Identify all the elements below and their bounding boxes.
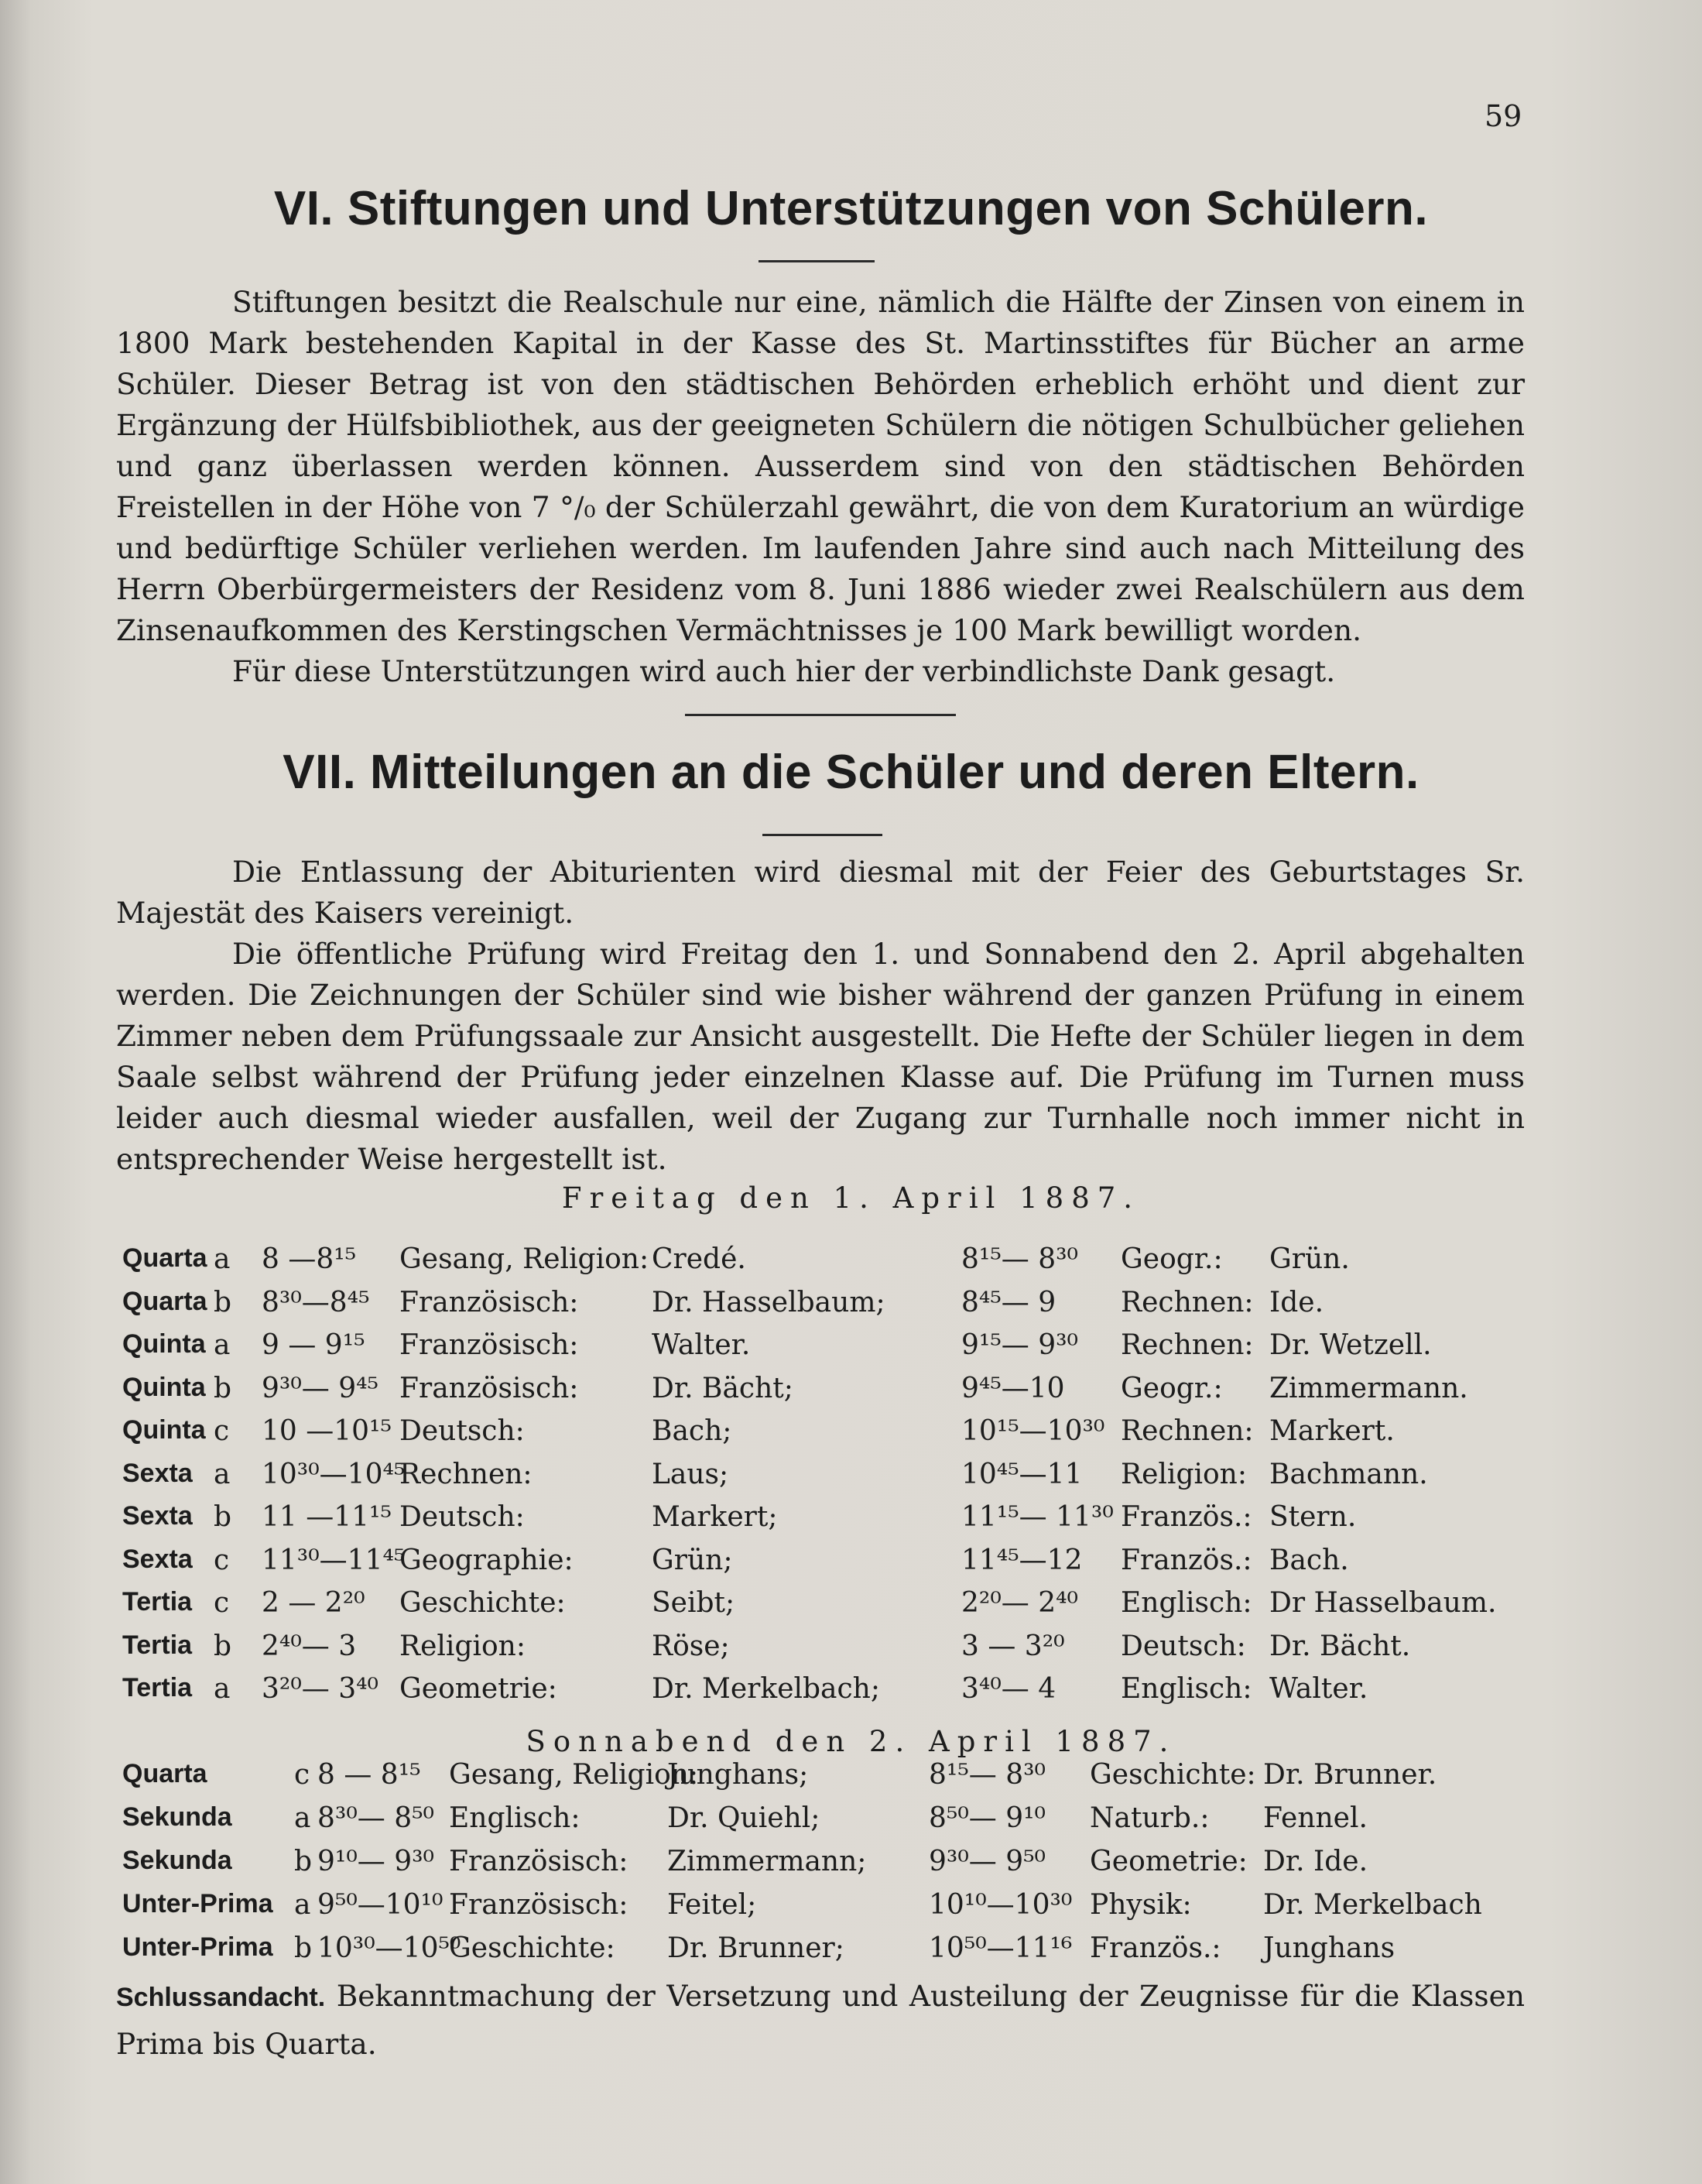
class-section: a bbox=[294, 1802, 311, 1834]
subject: Geschichte: bbox=[449, 1932, 615, 1964]
class-section: c bbox=[214, 1415, 230, 1447]
teacher: Dr. Quiehl; bbox=[667, 1802, 820, 1834]
class-section: c bbox=[294, 1759, 310, 1791]
schedule-row bbox=[0, 1759, 1702, 1801]
class-name: Sexta bbox=[122, 1544, 193, 1574]
time-slot-2: 8⁴⁵— 9 bbox=[961, 1286, 1056, 1318]
subject-2: Geschichte: bbox=[1090, 1759, 1256, 1791]
teacher-2: Dr. Bächt. bbox=[1269, 1630, 1411, 1662]
teacher-2: Dr. Merkelbach bbox=[1263, 1889, 1482, 1921]
teacher-2: Zimmermann. bbox=[1269, 1372, 1468, 1404]
section-6-title: VI. Stiftungen und Unterstützungen von Schülern. bbox=[273, 182, 1429, 235]
time-slot: 2 — 2²⁰ bbox=[262, 1587, 365, 1619]
time-slot-2: 8¹⁵— 8³⁰ bbox=[961, 1243, 1078, 1275]
subject-2: Physik: bbox=[1090, 1889, 1192, 1921]
time-slot: 8 — 8¹⁵ bbox=[317, 1759, 421, 1791]
class-section: a bbox=[214, 1458, 231, 1490]
schedule-row bbox=[0, 1673, 1702, 1715]
time-slot-2: 10⁵⁰—11¹⁶ bbox=[929, 1932, 1073, 1964]
class-section: b bbox=[214, 1286, 232, 1318]
teacher-2: Dr. Wetzell. bbox=[1269, 1329, 1432, 1361]
time-slot: 9⁵⁰—10¹⁰ bbox=[317, 1889, 443, 1921]
class-name: Quarta bbox=[122, 1759, 207, 1788]
class-section: a bbox=[294, 1889, 311, 1921]
time-slot-2: 3⁴⁰— 4 bbox=[961, 1673, 1056, 1705]
subject: Deutsch: bbox=[399, 1415, 525, 1447]
closing-text: Bekanntmachung der Versetzung und Austeilung der Zeugnisse für die Klassen Prima bis Quarta. bbox=[116, 1979, 1525, 2061]
subject: Französisch: bbox=[399, 1286, 579, 1318]
saturday-heading: Sonnabend den 2. April 1887. bbox=[526, 1725, 1176, 1758]
teacher: Feitel; bbox=[667, 1889, 757, 1921]
class-section: b bbox=[214, 1372, 232, 1404]
subject-2: Englisch: bbox=[1121, 1587, 1252, 1619]
short-rule bbox=[762, 834, 882, 836]
subject: Geschichte: bbox=[399, 1587, 566, 1619]
teacher: Seibt; bbox=[652, 1587, 735, 1619]
time-slot: 11 —11¹⁵ bbox=[262, 1501, 392, 1533]
subject-2: Französ.: bbox=[1121, 1501, 1252, 1533]
time-slot-2: 9⁴⁵—10 bbox=[961, 1372, 1065, 1404]
subject-2: Rechnen: bbox=[1121, 1415, 1254, 1447]
time-slot: 10 —10¹⁵ bbox=[262, 1415, 392, 1447]
section-7-body bbox=[116, 852, 1525, 1180]
schedule-row bbox=[0, 1587, 1702, 1629]
subject: Englisch: bbox=[449, 1802, 580, 1834]
section-7-paragraph: Die öffentliche Prüfung wird Freitag den 1. und Sonnabend den 2. April abgehalten werden. Die Zeichnungen der Schüler sind wie bisher während der ganzen Prüfung in einem Zimmer neben dem Prüfungssaale zur Ansicht ausgestellt. Die Hefte der Schüler liegen in dem Saale selbst während der Prüfung jeder einzelnen Klasse auf. Die Prüfung im Turnen muss leider auch diesmal wieder ausfallen, weil der Zugang zur Turnhalle noch immer nicht in entsprechender Weise hergestellt ist. bbox=[116, 937, 1525, 1176]
teacher-2: Dr Hasselbaum. bbox=[1269, 1587, 1497, 1619]
class-section: b bbox=[294, 1932, 313, 1964]
time-slot: 11³⁰—11⁴⁵ bbox=[262, 1544, 406, 1576]
teacher: Zimmermann; bbox=[667, 1846, 867, 1877]
teacher-2: Stern. bbox=[1269, 1501, 1357, 1533]
teacher-2: Bachmann. bbox=[1269, 1458, 1428, 1490]
class-name: Tertia bbox=[122, 1587, 193, 1617]
class-section: c bbox=[214, 1544, 230, 1576]
class-name: Sekunda bbox=[122, 1802, 232, 1832]
teacher: Dr. Bächt; bbox=[652, 1372, 793, 1404]
subject-2: Religion: bbox=[1121, 1458, 1247, 1490]
class-name: Unter-Prima bbox=[122, 1932, 273, 1962]
schedule-row bbox=[0, 1329, 1702, 1371]
friday-heading: Freitag den 1. April 1887. bbox=[561, 1181, 1141, 1215]
schedule-row bbox=[0, 1287, 1702, 1329]
subject: Französisch: bbox=[399, 1329, 579, 1361]
schedule-row bbox=[0, 1415, 1702, 1457]
subject: Geographie: bbox=[399, 1544, 574, 1576]
subject: Deutsch: bbox=[399, 1501, 525, 1533]
teacher-2: Dr. Brunner. bbox=[1263, 1759, 1437, 1791]
teacher: Dr. Merkelbach; bbox=[652, 1673, 880, 1705]
class-section: a bbox=[214, 1673, 231, 1705]
class-section: a bbox=[214, 1329, 231, 1361]
time-slot: 8 —8¹⁵ bbox=[262, 1243, 357, 1275]
subject: Gesang, Religion: bbox=[399, 1243, 649, 1275]
class-name: Quarta bbox=[122, 1243, 207, 1273]
schedule-row bbox=[0, 1545, 1702, 1586]
time-slot-2: 11¹⁵— 11³⁰ bbox=[961, 1501, 1114, 1533]
subject: Rechnen: bbox=[399, 1458, 533, 1490]
class-name: Quinta bbox=[122, 1372, 206, 1402]
subject-2: Geogr.: bbox=[1121, 1243, 1223, 1275]
subject-2: Rechnen: bbox=[1121, 1286, 1254, 1318]
subject-2: Rechnen: bbox=[1121, 1329, 1254, 1361]
class-name: Sexta bbox=[122, 1458, 193, 1488]
time-slot: 8³⁰—8⁴⁵ bbox=[262, 1286, 370, 1318]
class-section: b bbox=[294, 1846, 313, 1877]
class-name: Quarta bbox=[122, 1286, 207, 1316]
time-slot: 9³⁰— 9⁴⁵ bbox=[262, 1372, 378, 1404]
class-section: a bbox=[214, 1243, 231, 1275]
time-slot-2: 9³⁰— 9⁵⁰ bbox=[929, 1846, 1046, 1877]
teacher: Walter. bbox=[652, 1329, 751, 1361]
schedule-row bbox=[0, 1802, 1702, 1844]
teacher-2: Ide. bbox=[1269, 1286, 1324, 1318]
time-slot: 8³⁰— 8⁵⁰ bbox=[317, 1802, 434, 1834]
schedule-row bbox=[0, 1501, 1702, 1543]
subject-2: Geometrie: bbox=[1090, 1846, 1248, 1877]
subject: Geometrie: bbox=[399, 1673, 557, 1705]
class-name: Quinta bbox=[122, 1329, 206, 1359]
class-name: Tertia bbox=[122, 1630, 193, 1660]
teacher-2: Markert. bbox=[1269, 1415, 1395, 1447]
class-name: Sexta bbox=[122, 1501, 193, 1531]
time-slot: 3²⁰— 3⁴⁰ bbox=[262, 1673, 378, 1705]
time-slot-2: 8⁵⁰— 9¹⁰ bbox=[929, 1802, 1046, 1834]
time-slot: 9 — 9¹⁵ bbox=[262, 1329, 365, 1361]
section-6-body bbox=[116, 282, 1525, 692]
schedule-row bbox=[0, 1630, 1702, 1672]
closing-note bbox=[116, 1973, 1525, 2067]
time-slot: 9¹⁰— 9³⁰ bbox=[317, 1846, 434, 1877]
schedule-row bbox=[0, 1243, 1702, 1285]
teacher: Grün; bbox=[652, 1544, 733, 1576]
time-slot-2: 2²⁰— 2⁴⁰ bbox=[961, 1587, 1078, 1619]
class-section: b bbox=[214, 1630, 232, 1662]
time-slot-2: 10¹⁰—10³⁰ bbox=[929, 1889, 1073, 1921]
schedule-row bbox=[0, 1459, 1702, 1500]
closing-lead: Schlussandacht. bbox=[116, 1983, 326, 2012]
teacher-2: Junghans bbox=[1263, 1932, 1396, 1964]
time-slot-2: 11⁴⁵—12 bbox=[961, 1544, 1083, 1576]
schedule-row bbox=[0, 1889, 1702, 1931]
section-7-title: VII. Mitteilungen an die Schüler und deren Eltern. bbox=[283, 746, 1419, 799]
time-slot: 10³⁰—10⁴⁵ bbox=[262, 1458, 406, 1490]
subject: Französisch: bbox=[449, 1846, 628, 1877]
time-slot-2: 8¹⁵— 8³⁰ bbox=[929, 1759, 1046, 1791]
time-slot: 2⁴⁰— 3 bbox=[262, 1630, 357, 1662]
subject: Französisch: bbox=[399, 1372, 579, 1404]
teacher: Junghans; bbox=[667, 1759, 809, 1791]
time-slot: 10³⁰—10⁵⁰ bbox=[317, 1932, 461, 1964]
page-number: 59 bbox=[1485, 99, 1522, 133]
subject: Französisch: bbox=[449, 1889, 628, 1921]
subject-2: Naturb.: bbox=[1090, 1802, 1210, 1834]
schedule-row bbox=[0, 1846, 1702, 1887]
time-slot-2: 9¹⁵— 9³⁰ bbox=[961, 1329, 1078, 1361]
subject-2: Englisch: bbox=[1121, 1673, 1252, 1705]
time-slot-2: 10⁴⁵—11 bbox=[961, 1458, 1083, 1490]
time-slot-2: 3 — 3²⁰ bbox=[961, 1630, 1065, 1662]
teacher-2: Bach. bbox=[1269, 1544, 1349, 1576]
short-rule bbox=[759, 260, 875, 262]
section-divider-rule bbox=[685, 714, 956, 716]
teacher: Laus; bbox=[652, 1458, 729, 1490]
teacher-2: Grün. bbox=[1269, 1243, 1350, 1275]
subject: Religion: bbox=[399, 1630, 526, 1662]
teacher-2: Dr. Ide. bbox=[1263, 1846, 1368, 1877]
schedule-row bbox=[0, 1373, 1702, 1414]
time-slot-2: 10¹⁵—10³⁰ bbox=[961, 1415, 1105, 1447]
teacher-2: Walter. bbox=[1269, 1673, 1368, 1705]
class-name: Unter-Prima bbox=[122, 1889, 273, 1918]
subject-2: Französ.: bbox=[1090, 1932, 1221, 1964]
section-6-paragraph: Stiftungen besitzt die Realschule nur eine, nämlich die Hälfte der Zinsen von einem in 1800 Mark bestehenden Kapital in der Kasse des St. Martinsstiftes für Bücher an arme Schüler. Dieser Betrag ist von den städtischen Behörden erheblich erhöht und dient zur Ergänzung der Hülfsbibliothek, aus der geeigneten Schülern die nötigen Schulbücher geliehen und ganz überlassen werden können. Ausserdem sind von den städtischen Behörden Freistellen in der Höhe von 7 °/₀ der Schülerzahl gewährt, die von dem Kuratorium an würdige und bedürftige Schüler verliehen werden. Im laufenden Jahre sind auch nach Mitteilung des Herrn Oberbürgermeisters der Residenz vom 8. Juni 1886 wieder zwei Realschülern aus dem Zinsenaufkommen des Kerstingschen Vermächtnisses je 100 Mark bewilligt worden. bbox=[116, 285, 1525, 647]
section-7-paragraph: Die Entlassung der Abiturienten wird diesmal mit der Feier des Geburtstages Sr. Majestät des Kaisers vereinigt. bbox=[116, 855, 1525, 930]
class-section: b bbox=[214, 1501, 232, 1533]
teacher-2: Fennel. bbox=[1263, 1802, 1368, 1834]
class-name: Sekunda bbox=[122, 1846, 232, 1875]
teacher: Credé. bbox=[652, 1243, 746, 1275]
class-name: Tertia bbox=[122, 1673, 193, 1702]
class-section: c bbox=[214, 1587, 230, 1619]
teacher: Dr. Brunner; bbox=[667, 1932, 844, 1964]
subject: Gesang, Religion: bbox=[449, 1759, 699, 1791]
teacher: Bach; bbox=[652, 1415, 732, 1447]
subject-2: Deutsch: bbox=[1121, 1630, 1246, 1662]
teacher: Röse; bbox=[652, 1630, 730, 1662]
subject-2: Geogr.: bbox=[1121, 1372, 1223, 1404]
class-name: Quinta bbox=[122, 1415, 206, 1445]
section-6-paragraph: Für diese Unterstützungen wird auch hier der verbindlichste Dank gesagt. bbox=[232, 654, 1336, 688]
subject-2: Französ.: bbox=[1121, 1544, 1252, 1576]
teacher: Markert; bbox=[652, 1501, 778, 1533]
teacher: Dr. Hasselbaum; bbox=[652, 1286, 885, 1318]
schedule-row bbox=[0, 1932, 1702, 1974]
